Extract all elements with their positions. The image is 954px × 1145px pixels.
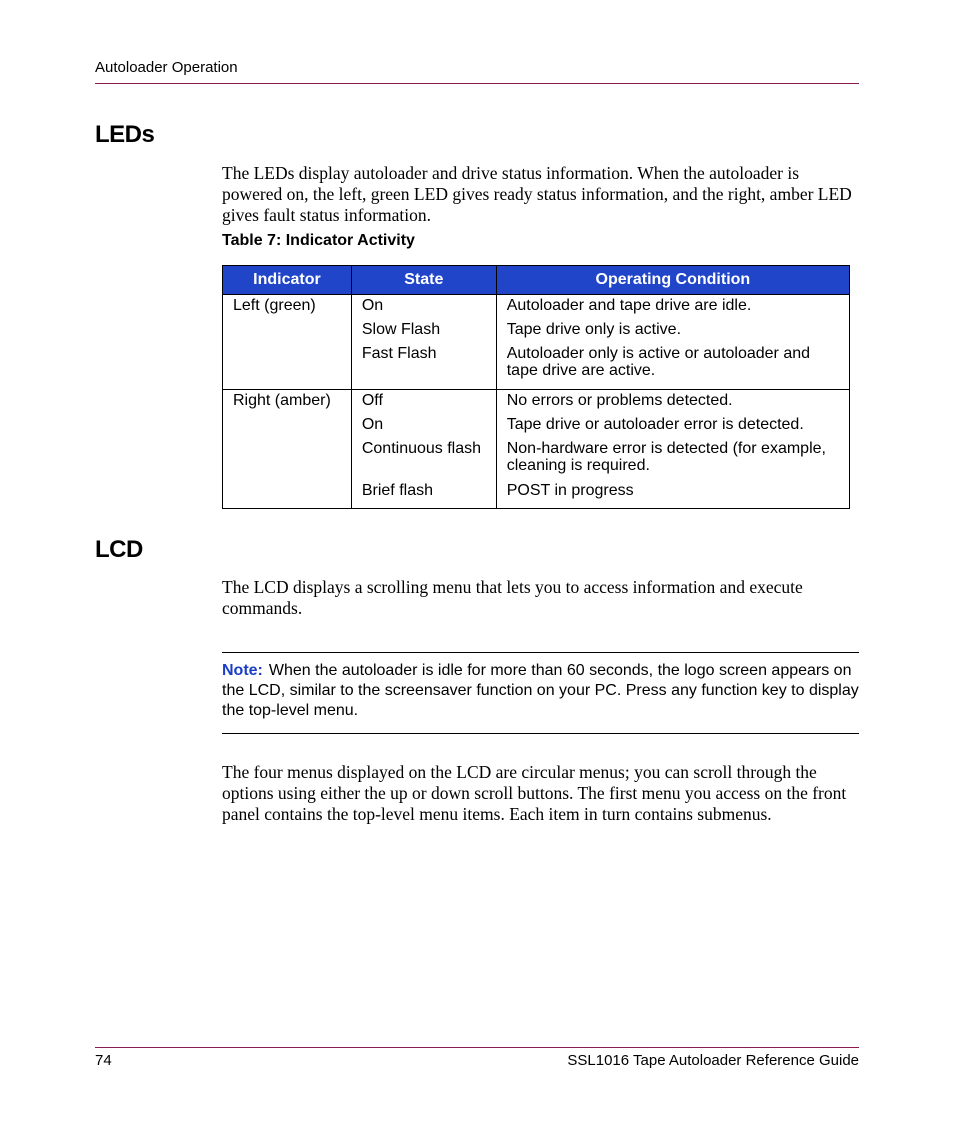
table-row — [223, 482, 850, 509]
state-cell: Off — [351, 390, 496, 416]
condition-cell: No errors or problems detected. — [496, 390, 849, 416]
lcd-intro: The LCD displays a scrolling menu that lets you to access information and execute commands. — [222, 577, 803, 618]
indicator-cell — [223, 482, 352, 509]
state-cell: Slow Flash — [351, 321, 496, 345]
header-rule — [95, 83, 859, 84]
state-cell: Continuous flash — [351, 440, 496, 482]
header-indicator: Indicator — [223, 266, 352, 295]
indicator-cell — [223, 345, 352, 390]
table-row — [223, 321, 850, 345]
note-label: Note: — [222, 662, 263, 679]
condition-cell: Autoloader only is active or autoloader and tape drive are active. — [496, 345, 849, 390]
footer-rule — [95, 1047, 859, 1048]
table-header-row — [223, 266, 850, 295]
indicator-table — [222, 265, 850, 509]
condition-cell: Tape drive only is active. — [496, 321, 849, 345]
state-cell: Fast Flash — [351, 345, 496, 390]
note-box — [222, 652, 859, 734]
state-cell: On — [351, 416, 496, 440]
table-row — [223, 416, 850, 440]
table-row — [223, 345, 850, 390]
indicator-cell — [223, 321, 352, 345]
table-row — [223, 295, 850, 321]
condition-cell: POST in progress — [496, 482, 849, 509]
leds-heading: LEDs — [95, 121, 155, 148]
indicator-cell: Left (green) — [223, 295, 352, 321]
header-state: State — [351, 266, 496, 295]
table-row — [223, 440, 850, 482]
state-cell: Brief flash — [351, 482, 496, 509]
table-row — [223, 390, 850, 416]
lcd-heading: LCD — [95, 536, 143, 563]
condition-cell: Tape drive or autoloader error is detected. — [496, 416, 849, 440]
indicator-cell — [223, 416, 352, 440]
table-caption: Table 7: Indicator Activity — [222, 232, 415, 249]
page-number: 74 — [95, 1052, 112, 1069]
note-text-block — [222, 661, 859, 721]
lcd-paragraph: The four menus displayed on the LCD are circular menus; you can scroll through the options using either the up or down scroll buttons. The first menu you access on the front panel contains the top-level menu items. Each item in turn contains submenus. — [222, 762, 847, 824]
leds-intro: The LEDs display autoloader and drive status information. When the autoloader is powered on, the left, green LED gives ready status information, and the right, amber LED gives fault status information. — [222, 163, 852, 225]
indicator-cell: Right (amber) — [223, 390, 352, 416]
condition-cell: Non-hardware error is detected (for example, cleaning is required. — [496, 440, 849, 482]
indicator-cell — [223, 440, 352, 482]
condition-cell: Autoloader and tape drive are idle. — [496, 295, 849, 321]
note-text: When the autoloader is idle for more than 60 seconds, the logo screen appears on the LCD, similar to the screensaver function on your PC. Press any function key to display the top-level menu. — [222, 662, 859, 719]
running-header: Autoloader Operation — [95, 59, 238, 76]
header-condition: Operating Condition — [496, 266, 849, 295]
footer-title: SSL1016 Tape Autoloader Reference Guide — [567, 1052, 859, 1069]
state-cell: On — [351, 295, 496, 321]
